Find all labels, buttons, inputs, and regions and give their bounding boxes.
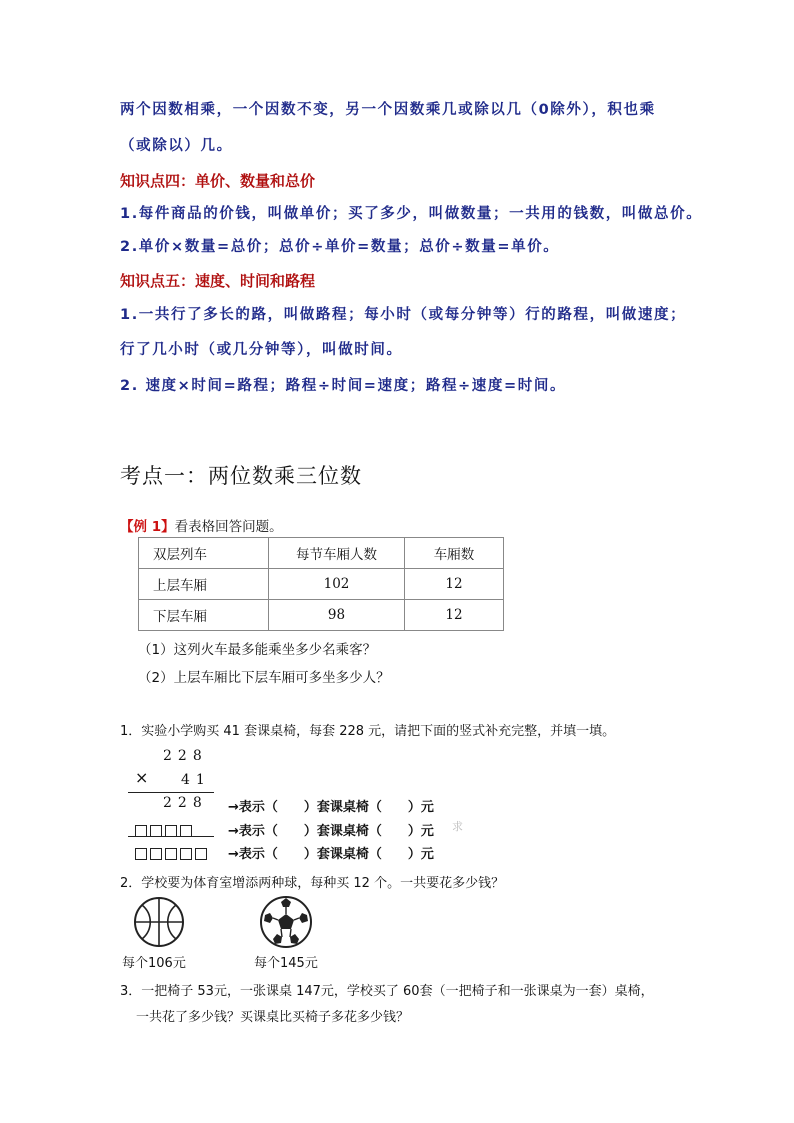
table-cell: 12	[405, 600, 504, 631]
times-sign: ×	[135, 768, 149, 787]
fill-label-2: →表示（ ）套课桌椅（ ）元	[228, 824, 434, 839]
example-prompt: 看表格回答问题。	[174, 519, 283, 535]
table-cell: 上层车厢	[139, 569, 269, 600]
problem-3-line-2: 一共花了多少钱？买课桌比买椅子多花多少钱？	[136, 1010, 410, 1025]
soccer-ball-icon	[259, 895, 313, 949]
table-row	[139, 600, 504, 631]
table-header-cell: 双层列车	[139, 538, 269, 569]
example-header	[120, 515, 283, 535]
kp5-line-2: 行了几小时（或几分钟等），叫做时间。	[120, 342, 403, 358]
calc-partial-1: 228	[163, 795, 208, 811]
calc-line-1	[128, 792, 214, 793]
blank-boxes-row-3	[135, 843, 210, 862]
soccer-ball-price: 每个145元	[254, 956, 318, 971]
kp4-line-2: 2.单价×数量=总价；总价÷单价=数量；总价÷数量=单价。	[120, 239, 560, 255]
example-tag: 【例 1】	[120, 519, 175, 535]
basketball-icon	[133, 896, 185, 948]
data-table	[138, 537, 504, 631]
kp5-title: 知识点五：速度、时间和路程	[120, 272, 316, 290]
kp5-line-1: 1.一共行了多长的路，叫做路程；每小时（或每分钟等）行的路程，叫做速度；	[120, 307, 687, 323]
calc-multiplier: 41	[181, 772, 211, 788]
rule-line-2: （或除以）几。	[120, 138, 233, 154]
problem-1-text: 1．实验小学购买 41 套课桌椅，每套 228 元，请把下面的竖式补充完整，并填一填。	[120, 724, 616, 739]
calc-line-2	[128, 836, 214, 837]
problem-2-text: 2．学校要为体育室增添两种球，每种买 12 个。一共要花多少钱？	[120, 876, 505, 891]
table-cell: 102	[269, 569, 405, 600]
table-cell: 98	[269, 600, 405, 631]
calc-multiplicand: 228	[163, 748, 208, 764]
fill-label-3: →表示（ ）套课桌椅（ ）元	[228, 847, 434, 862]
faint-mark: 求	[452, 820, 463, 833]
table-cell: 12	[405, 569, 504, 600]
problem-3-line-1: 3．一把椅子 53元，一张课桌 147元，学校买了 60套（一把椅子和一张课桌为一套）桌椅，	[120, 984, 654, 999]
example-question-2: （2）上层车厢比下层车厢可多坐多少人？	[138, 670, 390, 686]
table-row	[139, 569, 504, 600]
table-header-cell: 每节车厢人数	[269, 538, 405, 569]
example-question-1: （1）这列火车最多能乘坐多少名乘客？	[138, 642, 377, 658]
basketball-price: 每个106元	[122, 956, 186, 971]
table-cell: 下层车厢	[139, 600, 269, 631]
table-header-row	[139, 538, 504, 569]
kp4-title: 知识点四：单价、数量和总价	[120, 172, 316, 190]
rule-line-1: 两个因数相乘，一个因数不变，另一个因数乘几或除以几（0除外），积也乘	[120, 102, 656, 118]
kp4-line-1: 1.每件商品的价钱，叫做单价；买了多少，叫做数量；一共用的钱数，叫做总价。	[120, 206, 703, 222]
fill-label-1: →表示（ ）套课桌椅（ ）元	[228, 800, 434, 815]
kp5-line-3: 2. 速度×时间=路程；路程÷时间=速度；路程÷速度=时间。	[120, 378, 567, 394]
section-heading: 考点一：两位数乘三位数	[120, 464, 362, 488]
table-header-cell: 车厢数	[405, 538, 504, 569]
